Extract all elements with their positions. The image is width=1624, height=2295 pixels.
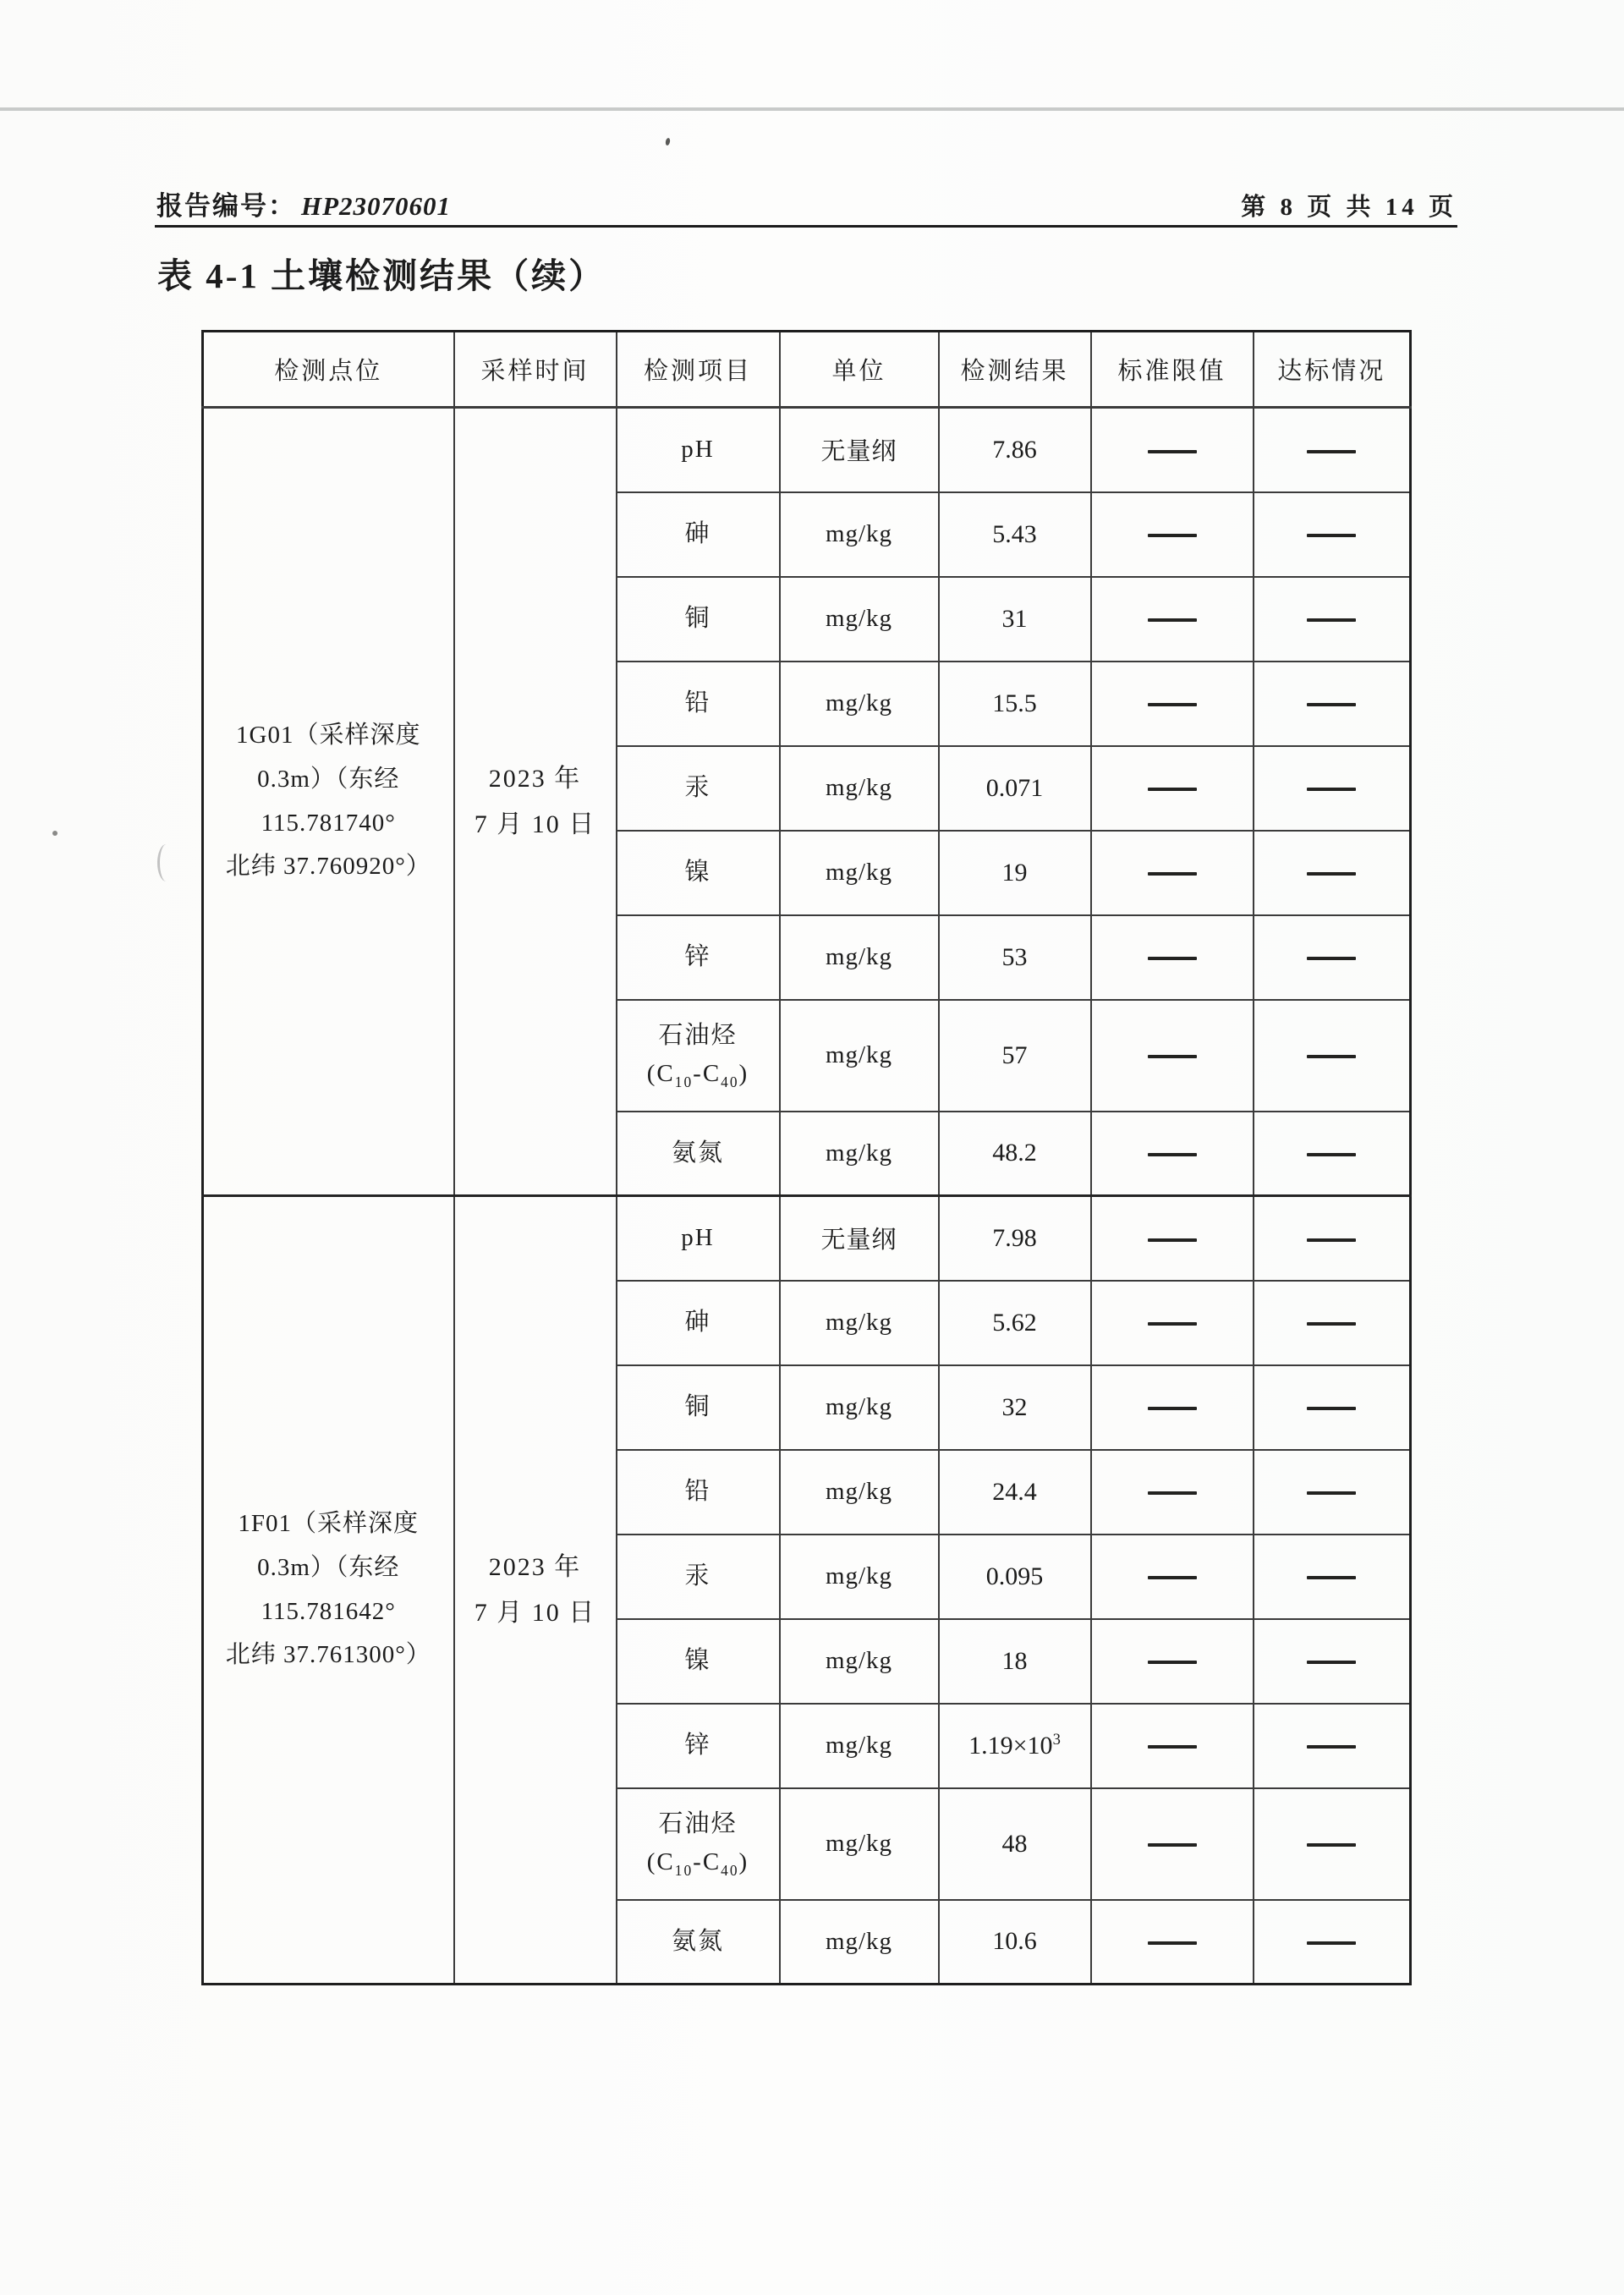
cell-status <box>1254 915 1411 1000</box>
header-cell-limit: 标准限值 <box>1091 332 1254 408</box>
cell-limit <box>1091 1450 1254 1535</box>
scan-smudge <box>157 844 175 881</box>
cell-item: 汞 <box>617 1535 780 1619</box>
cell-item: 铜 <box>617 577 780 662</box>
dash-placeholder <box>1148 1491 1197 1495</box>
cell-item: 镍 <box>617 1619 780 1704</box>
cell-limit <box>1091 1788 1254 1900</box>
cell-unit: mg/kg <box>780 1704 939 1788</box>
cell-item: 石油烃 $(C_{10}-C_{40})$ <box>617 1000 780 1112</box>
header-cell-unit: 单位 <box>780 332 939 408</box>
cell-status <box>1254 408 1411 492</box>
cell-unit: mg/kg <box>780 492 939 577</box>
dash-placeholder <box>1148 703 1197 706</box>
header-cell-item: 检测项目 <box>617 332 780 408</box>
cell-status <box>1254 1535 1411 1619</box>
scan-speck <box>665 138 671 146</box>
dash-placeholder <box>1307 1322 1356 1326</box>
cell-item: 铅 <box>617 1450 780 1535</box>
header-cell-status: 达标情况 <box>1254 332 1411 408</box>
dash-placeholder <box>1307 957 1356 960</box>
cell-result: 24.4 <box>939 1450 1091 1535</box>
dash-placeholder <box>1148 1745 1197 1749</box>
cell-status <box>1254 1112 1411 1196</box>
cell-unit: mg/kg <box>780 1535 939 1619</box>
cell-point: 1G01（采样深度 0.3m）（东经 115.781740° 北纬 37.760920°） <box>203 408 454 1196</box>
cell-item: pH <box>617 1196 780 1281</box>
cell-limit <box>1091 1535 1254 1619</box>
dash-placeholder <box>1307 1491 1356 1495</box>
cell-item: 镍 <box>617 831 780 915</box>
cell-unit: mg/kg <box>780 662 939 746</box>
cell-unit: mg/kg <box>780 1000 939 1112</box>
cell-unit: mg/kg <box>780 1450 939 1535</box>
dash-placeholder <box>1307 450 1356 453</box>
cell-unit: mg/kg <box>780 831 939 915</box>
dash-placeholder <box>1148 534 1197 537</box>
cell-time: 2023 年 7 月 10 日 <box>454 408 617 1196</box>
cell-status <box>1254 662 1411 746</box>
cell-result: 0.095 <box>939 1535 1091 1619</box>
dash-placeholder <box>1307 1055 1356 1058</box>
cell-status <box>1254 577 1411 662</box>
cell-status <box>1254 1704 1411 1788</box>
cell-item: 铜 <box>617 1365 780 1450</box>
cell-item: 砷 <box>617 492 780 577</box>
dash-placeholder <box>1307 788 1356 791</box>
cell-time: 2023 年 7 月 10 日 <box>454 1196 617 1985</box>
dash-placeholder <box>1148 1843 1197 1847</box>
dash-placeholder <box>1307 1941 1356 1945</box>
cell-unit: mg/kg <box>780 1112 939 1196</box>
sample-group <box>203 408 1411 1196</box>
cell-status <box>1254 1000 1411 1112</box>
dash-placeholder <box>1307 534 1356 537</box>
dash-placeholder <box>1148 957 1197 960</box>
header-underline <box>155 225 1457 228</box>
cell-unit: mg/kg <box>780 1788 939 1900</box>
dash-placeholder <box>1307 1661 1356 1664</box>
dash-placeholder <box>1148 450 1197 453</box>
dash-placeholder <box>1148 1407 1197 1410</box>
cell-limit <box>1091 492 1254 577</box>
scanner-gray-line <box>0 107 1624 111</box>
cell-limit <box>1091 662 1254 746</box>
cell-item: 汞 <box>617 746 780 831</box>
cell-result: 48.2 <box>939 1112 1091 1196</box>
cell-item: 锌 <box>617 915 780 1000</box>
page-indicator: 第 8 页 共 14 页 <box>1241 194 1457 221</box>
cell-item: 氨氮 <box>617 1900 780 1985</box>
dash-placeholder <box>1148 1661 1197 1664</box>
cell-result: 32 <box>939 1365 1091 1450</box>
cell-result: 15.5 <box>939 662 1091 746</box>
dash-placeholder <box>1307 1745 1356 1749</box>
cell-unit: 无量纲 <box>780 408 939 492</box>
report-number <box>156 184 451 222</box>
table-row <box>203 1196 1411 1281</box>
cell-item: 铅 <box>617 662 780 746</box>
table-header-row <box>203 332 1411 408</box>
scan-speck <box>52 831 58 836</box>
cell-unit: mg/kg <box>780 1619 939 1704</box>
cell-limit <box>1091 1365 1254 1450</box>
dash-placeholder <box>1307 1153 1356 1156</box>
cell-unit: mg/kg <box>780 1900 939 1985</box>
cell-status <box>1254 1365 1411 1450</box>
dash-placeholder <box>1148 1322 1197 1326</box>
cell-limit <box>1091 1900 1254 1985</box>
cell-status <box>1254 831 1411 915</box>
cell-result: 5.43 <box>939 492 1091 577</box>
soil-test-results-table <box>201 330 1412 1985</box>
cell-limit <box>1091 746 1254 831</box>
document-header <box>156 184 1457 222</box>
cell-result: 18 <box>939 1619 1091 1704</box>
cell-limit <box>1091 1112 1254 1196</box>
page-title: 表 4-1 土壤检测结果（续） <box>157 256 606 295</box>
cell-limit <box>1091 408 1254 492</box>
cell-result: $1.19\times 10^3$ <box>939 1704 1091 1788</box>
dash-placeholder <box>1148 618 1197 622</box>
dash-placeholder <box>1307 1238 1356 1242</box>
cell-status <box>1254 492 1411 577</box>
cell-result: 53 <box>939 915 1091 1000</box>
dash-placeholder <box>1148 1941 1197 1945</box>
cell-result: 0.071 <box>939 746 1091 831</box>
cell-limit <box>1091 1196 1254 1281</box>
cell-status <box>1254 1281 1411 1365</box>
cell-limit <box>1091 1704 1254 1788</box>
cell-limit <box>1091 915 1254 1000</box>
header-cell-time: 采样时间 <box>454 332 617 408</box>
dash-placeholder <box>1307 1576 1356 1579</box>
dash-placeholder <box>1307 872 1356 876</box>
cell-result: 48 <box>939 1788 1091 1900</box>
cell-result: 7.98 <box>939 1196 1091 1281</box>
dash-placeholder <box>1148 788 1197 791</box>
report-number-value: HP23070601 <box>301 191 452 221</box>
dash-placeholder <box>1307 618 1356 622</box>
cell-status <box>1254 746 1411 831</box>
table-header <box>203 332 1411 408</box>
cell-unit: mg/kg <box>780 577 939 662</box>
cell-status <box>1254 1788 1411 1900</box>
cell-item: 砷 <box>617 1281 780 1365</box>
cell-item: 氨氮 <box>617 1112 780 1196</box>
cell-limit <box>1091 831 1254 915</box>
cell-limit <box>1091 1000 1254 1112</box>
cell-point: 1F01（采样深度 0.3m）（东经 115.781642° 北纬 37.761300°） <box>203 1196 454 1985</box>
dash-placeholder <box>1148 1055 1197 1058</box>
cell-result: 19 <box>939 831 1091 915</box>
cell-result: 7.86 <box>939 408 1091 492</box>
report-number-label: 报告编号： <box>156 191 296 221</box>
cell-status <box>1254 1900 1411 1985</box>
cell-unit: 无量纲 <box>780 1196 939 1281</box>
cell-unit: mg/kg <box>780 1281 939 1365</box>
header-cell-result: 检测结果 <box>939 332 1091 408</box>
cell-result: 10.6 <box>939 1900 1091 1985</box>
cell-limit <box>1091 577 1254 662</box>
cell-result: 5.62 <box>939 1281 1091 1365</box>
cell-limit <box>1091 1619 1254 1704</box>
cell-status <box>1254 1619 1411 1704</box>
cell-item: pH <box>617 408 780 492</box>
cell-limit <box>1091 1281 1254 1365</box>
header-cell-point: 检测点位 <box>203 332 454 408</box>
dash-placeholder <box>1148 872 1197 876</box>
dash-placeholder <box>1307 1407 1356 1410</box>
cell-status <box>1254 1196 1411 1281</box>
dash-placeholder <box>1148 1238 1197 1242</box>
cell-item: 石油烃 $(C_{10}-C_{40})$ <box>617 1788 780 1900</box>
sample-group <box>203 1196 1411 1985</box>
dash-placeholder <box>1148 1153 1197 1156</box>
cell-unit: mg/kg <box>780 746 939 831</box>
cell-result: 31 <box>939 577 1091 662</box>
cell-unit: mg/kg <box>780 915 939 1000</box>
dash-placeholder <box>1307 1843 1356 1847</box>
table-row <box>203 408 1411 492</box>
dash-placeholder <box>1148 1576 1197 1579</box>
cell-status <box>1254 1450 1411 1535</box>
cell-unit: mg/kg <box>780 1365 939 1450</box>
dash-placeholder <box>1307 703 1356 706</box>
cell-result: 57 <box>939 1000 1091 1112</box>
cell-item: 锌 <box>617 1704 780 1788</box>
